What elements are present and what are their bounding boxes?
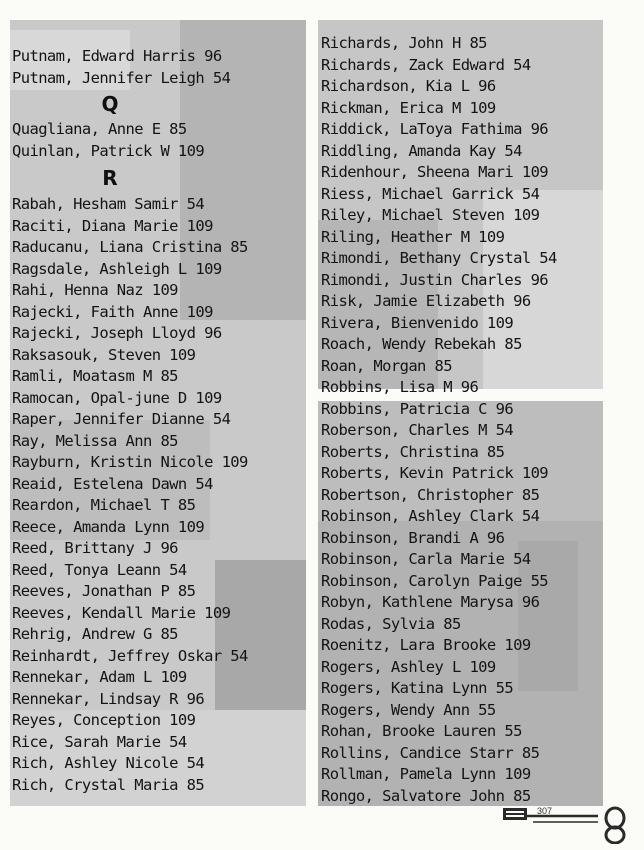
name-entry: Rimondi, Bethany Crystal 54 bbox=[321, 249, 557, 267]
name-entry: Rogers, Katina Lynn 55 bbox=[321, 679, 514, 697]
name-entry: Raciti, Diana Marie 109 bbox=[12, 216, 213, 235]
name-entry: Robyn, Kathlene Marysa 96 bbox=[321, 593, 540, 611]
name-entry: Rollins, Candice Starr 85 bbox=[321, 743, 540, 762]
name-entry: Riess, Michael Garrick 54 bbox=[321, 184, 540, 203]
name-entry: Ridenhour, Sheena Mari 109 bbox=[321, 163, 549, 181]
name-entry: Rehrig, Andrew G 85 bbox=[12, 625, 178, 643]
name-entry: Reaid, Estelena Dawn 54 bbox=[12, 474, 213, 493]
name-entry: Richardson, Kia L 96 bbox=[321, 77, 496, 95]
name-entry: Rice, Sarah Marie 54 bbox=[12, 732, 187, 751]
name-entry: Putnam, Jennifer Leigh 54 bbox=[12, 68, 231, 87]
name-entry: Robinson, Brandi A 96 bbox=[321, 528, 505, 547]
name-entry: Rollman, Pamela Lynn 109 bbox=[321, 765, 531, 783]
name-entry: Rickman, Erica M 109 bbox=[321, 98, 496, 117]
name-entry: Risk, Jamie Elizabeth 96 bbox=[321, 292, 531, 310]
name-entry: Robinson, Ashley Clark 54 bbox=[321, 507, 540, 525]
name-entry: Quagliana, Anne E 85 bbox=[12, 120, 187, 138]
name-entry: Roenitz, Lara Brooke 109 bbox=[321, 636, 531, 654]
name-entry: Rennekar, Adam L 109 bbox=[12, 668, 187, 686]
name-entry: Rich, Ashley Nicole 54 bbox=[12, 754, 205, 772]
name-entry: Reinhardt, Jeffrey Oskar 54 bbox=[12, 646, 248, 665]
name-entry: Robinson, Carla Marie 54 bbox=[321, 550, 531, 568]
name-entry: Riddling, Amanda Kay 54 bbox=[321, 141, 522, 160]
name-entry: Putnam, Edward Harris 96 bbox=[12, 47, 222, 65]
section-letter-q: Q bbox=[101, 92, 119, 116]
page-number: 307 bbox=[537, 806, 553, 816]
name-entry: Ramocan, Opal-june D 109 bbox=[12, 388, 222, 407]
name-entry: Riddick, LaToya Fathima 96 bbox=[321, 120, 549, 138]
name-entry: Ramli, Moatasm M 85 bbox=[12, 367, 178, 385]
name-entry: Rabah, Hesham Samir 54 bbox=[12, 195, 205, 213]
name-entry: Quinlan, Patrick W 109 bbox=[12, 141, 205, 160]
name-entry: Rogers, Wendy Ann 55 bbox=[321, 700, 496, 719]
key-logo-icon bbox=[503, 806, 633, 844]
name-entry: Roach, Wendy Rebekah 85 bbox=[321, 335, 522, 353]
name-entry: Robbins, Patricia C 96 bbox=[321, 399, 514, 418]
name-entry: Reece, Amanda Lynn 109 bbox=[12, 517, 205, 536]
name-entry: Raducanu, Liana Cristina 85 bbox=[12, 238, 248, 256]
name-entry: Robinson, Carolyn Paige 55 bbox=[321, 571, 549, 590]
section-letter-r: R bbox=[102, 166, 118, 190]
name-entry: Robbins, Lisa M 96 bbox=[321, 378, 479, 396]
name-entry: Rich, Crystal Maria 85 bbox=[12, 775, 205, 794]
name-entry: Reardon, Michael T 85 bbox=[12, 496, 196, 514]
right-name-column bbox=[321, 33, 557, 807]
name-entry: Riley, Michael Steven 109 bbox=[321, 206, 540, 224]
name-entry: Rayburn, Kristin Nicole 109 bbox=[12, 453, 248, 471]
name-entry: Reyes, Conception 109 bbox=[12, 711, 196, 729]
name-entry: Ragsdale, Ashleigh L 109 bbox=[12, 259, 222, 278]
left-name-column bbox=[12, 46, 248, 796]
name-entry: Rajecki, Joseph Lloyd 96 bbox=[12, 324, 222, 342]
name-entry: Raksasouk, Steven 109 bbox=[12, 345, 196, 364]
name-entry: Rivera, Bienvenido 109 bbox=[321, 313, 514, 332]
name-entry: Richards, John H 85 bbox=[321, 34, 487, 52]
name-entry: Roberts, Kevin Patrick 109 bbox=[321, 464, 549, 482]
name-entry: Rajecki, Faith Anne 109 bbox=[12, 302, 213, 321]
name-entry: Ray, Melissa Ann 85 bbox=[12, 431, 178, 450]
name-entry: Rogers, Ashley L 109 bbox=[321, 657, 496, 676]
name-entry: Reed, Tonya Leann 54 bbox=[12, 560, 187, 579]
name-entry: Riling, Heather M 109 bbox=[321, 227, 505, 246]
name-entry: Roberson, Charles M 54 bbox=[321, 421, 514, 439]
name-entry: Roan, Morgan 85 bbox=[321, 356, 452, 375]
name-entry: Rennekar, Lindsay R 96 bbox=[12, 689, 205, 708]
name-entry: Reeves, Kendall Marie 109 bbox=[12, 603, 231, 622]
name-entry: Reed, Brittany J 96 bbox=[12, 539, 178, 557]
name-entry: Rohan, Brooke Lauren 55 bbox=[321, 722, 522, 740]
name-entry: Rongo, Salvatore John 85 bbox=[321, 786, 531, 805]
name-entry: Rodas, Sylvia 85 bbox=[321, 614, 461, 633]
name-entry: Reeves, Jonathan P 85 bbox=[12, 582, 196, 600]
name-entry: Robertson, Christopher 85 bbox=[321, 485, 540, 504]
name-entry: Richards, Zack Edward 54 bbox=[321, 55, 531, 74]
name-entry: Rimondi, Justin Charles 96 bbox=[321, 270, 549, 289]
name-entry: Rahi, Henna Naz 109 bbox=[12, 281, 178, 299]
name-entry: Raper, Jennifer Dianne 54 bbox=[12, 410, 231, 428]
name-entry: Roberts, Christina 85 bbox=[321, 442, 505, 461]
